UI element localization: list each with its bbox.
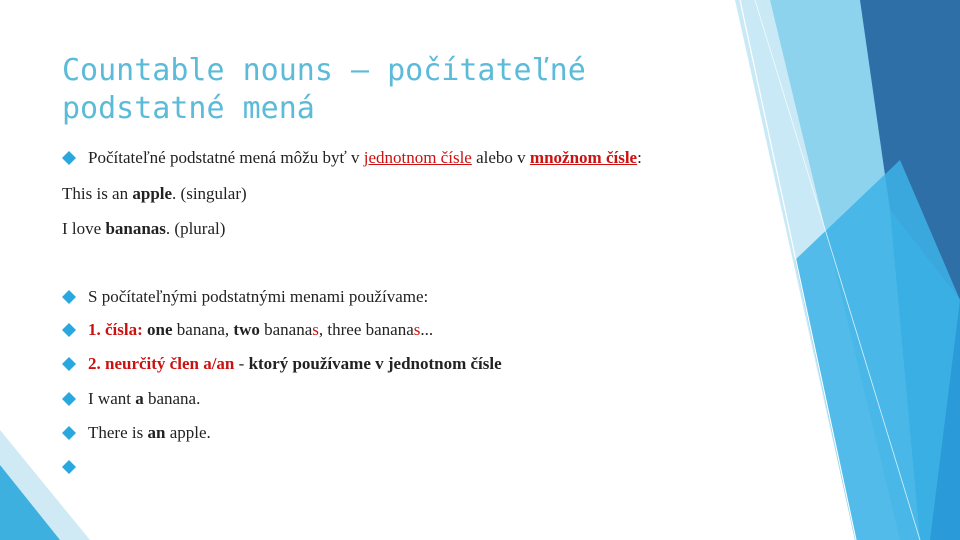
bold-text: apple xyxy=(132,184,173,203)
example-line xyxy=(62,218,225,240)
text-run: S počítateľnými podstatnými menami používame: xyxy=(88,287,429,306)
text-run: Počítateľné podstatné mená môžu byť v xyxy=(88,148,364,167)
text-run: - xyxy=(234,354,249,373)
emphasis-text: s xyxy=(312,320,319,339)
text-run: . (plural) xyxy=(165,219,226,238)
bold-text: a xyxy=(135,389,144,408)
diamond-icon xyxy=(62,388,88,410)
text-run: , three banana xyxy=(318,320,414,339)
emphasis-text: 2. neurčitý člen a/an xyxy=(88,354,235,373)
text-run: banana xyxy=(259,320,313,339)
emphasis-text: s xyxy=(413,320,421,339)
list-item xyxy=(62,147,642,169)
bold-text: bananas xyxy=(105,219,166,238)
diamond-icon xyxy=(62,286,88,308)
text-run: . (singular) xyxy=(172,184,247,203)
diamond-icon xyxy=(62,319,88,341)
text-run: I love xyxy=(62,219,106,238)
diamond-icon xyxy=(62,422,88,444)
list-item xyxy=(62,353,502,375)
list-item xyxy=(62,319,433,341)
emphasis-text: množnom čísle xyxy=(529,148,638,167)
diamond-icon xyxy=(62,456,88,478)
bold-text: two xyxy=(233,320,260,339)
text-run: I want xyxy=(88,389,136,408)
list-item xyxy=(62,388,200,410)
bold-text: ktorý používame v jednotnom čísle xyxy=(248,354,502,373)
emphasis-text: jednotnom čísle xyxy=(363,148,472,167)
text-run: This is an xyxy=(62,184,133,203)
list-item xyxy=(62,286,428,308)
text-run: There is xyxy=(88,423,148,442)
example-line xyxy=(62,183,247,205)
text-run: : xyxy=(637,148,642,167)
list-item xyxy=(62,456,88,478)
text-run: ... xyxy=(420,320,434,339)
emphasis-text: 1. čísla: xyxy=(88,320,143,339)
text-run: apple. xyxy=(165,423,211,442)
slide-title: Countable nouns – počítateľné podstatné mená xyxy=(62,53,586,126)
diamond-icon xyxy=(62,147,88,169)
text-run: banana, xyxy=(172,320,234,339)
diamond-icon xyxy=(62,353,88,375)
bold-text: an xyxy=(147,423,166,442)
text-run: alebo v xyxy=(471,148,530,167)
list-item xyxy=(62,422,211,444)
bold-text: one xyxy=(142,320,173,339)
text-run: banana. xyxy=(143,389,201,408)
